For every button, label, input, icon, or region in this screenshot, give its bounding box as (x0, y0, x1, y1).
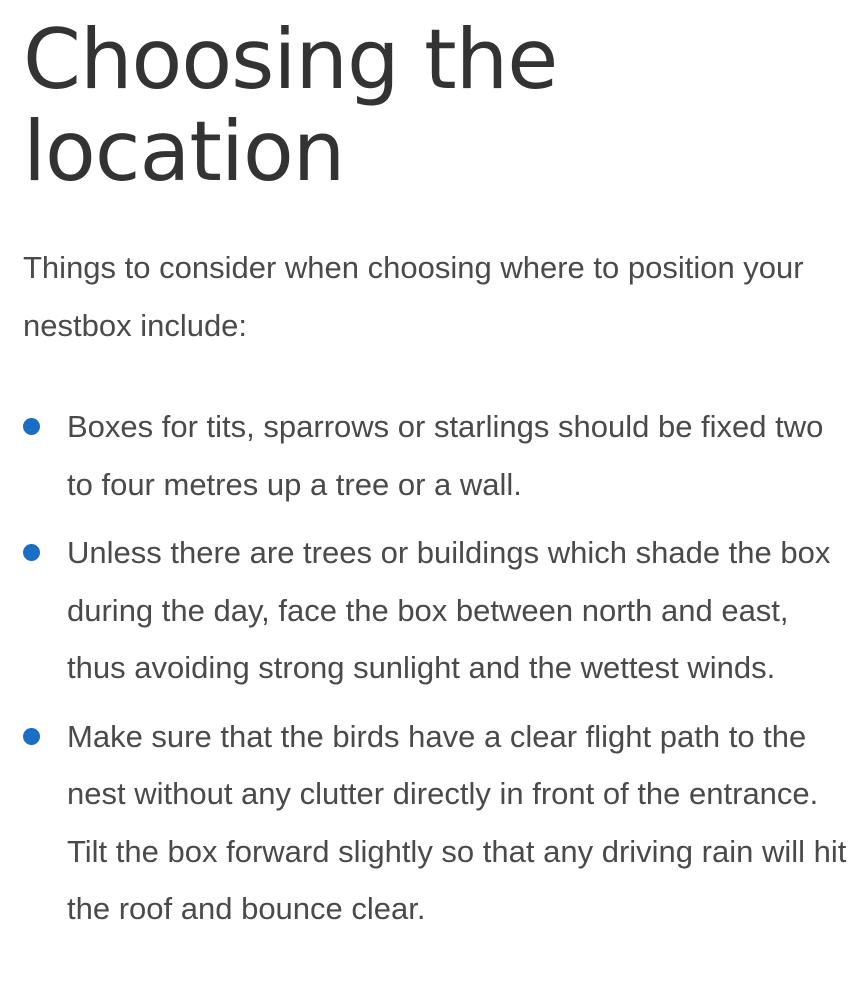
list-item-text: Make sure that the birds have a clear flight path to the nest without any clutter directly in front of the entrance. Tilt the box forward slightly so that any driving rain will hit the roof and bounce clear. (67, 718, 847, 926)
intro-paragraph: Things to consider when choosing where to position your nestbox include: (23, 250, 804, 343)
list-item-text: Boxes for tits, sparrows or starlings should be fixed two to four metres up a tree or a wall. (67, 409, 824, 502)
bullet-dot-icon (23, 418, 40, 435)
page-title: Choosing the location (23, 11, 558, 200)
bullet-dot-icon (23, 544, 40, 561)
list-item (23, 524, 853, 697)
bullet-dot-icon (23, 728, 40, 745)
list-item (23, 708, 853, 938)
article (23, 11, 853, 949)
bullet-list (23, 398, 853, 938)
list-item (23, 398, 853, 513)
list-item-text: Unless there are trees or buildings which shade the box during the day, face the box between north and east, thus avoiding strong sunlight and the wettest winds. (67, 535, 831, 685)
